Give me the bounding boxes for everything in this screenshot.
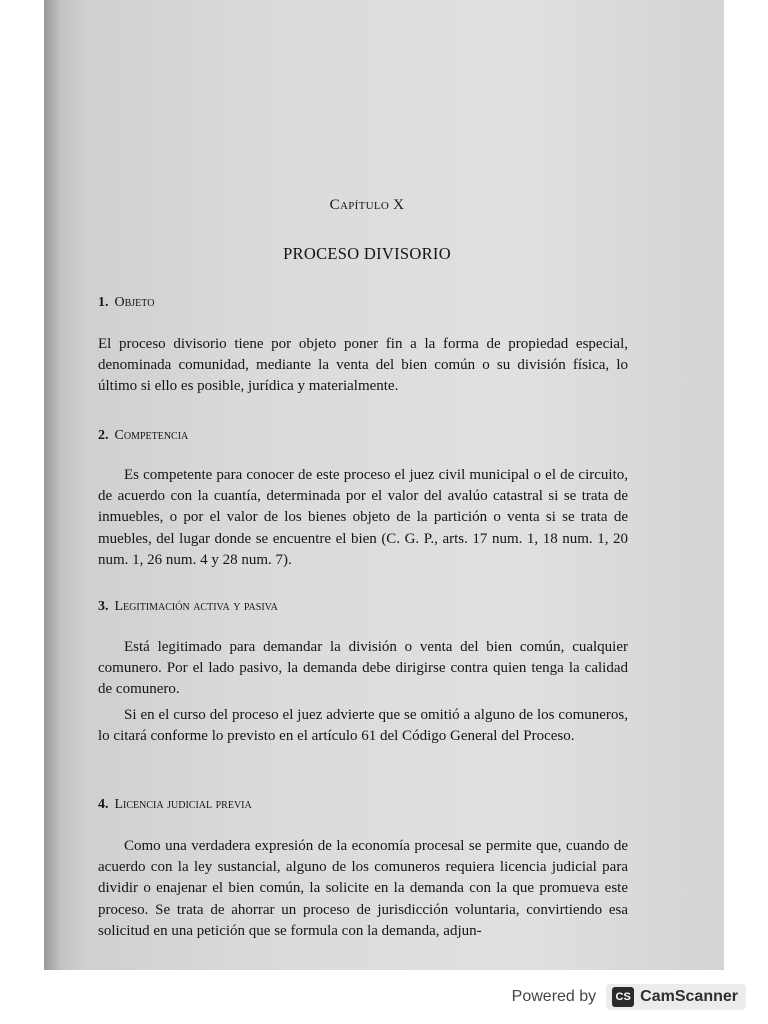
section-number: 4. [98,797,109,812]
section-title: Licencia judicial previa [114,797,252,812]
section-heading-objeto [98,295,154,311]
section-number: 3. [98,599,109,614]
section-paragraph: Es competente para conocer de este proceso el juez civil municipal o el de circuito, de acuerdo con la cuantía, determinada por el valor del avalúo catastral si se trata de inmuebles, o por el valor de los bienes objeto de la partición o venta si se trata de muebles, del lugar donde se encuentre el bien (C. G. P., arts. 17 num. 1, 18 num. 1, 20 num. 1, 26 num. 4 y 28 num. 7). [98,467,628,568]
section-title: Competencia [114,428,189,443]
chapter-label: Capítulo X [329,197,405,213]
scanned-page-photo [44,0,724,970]
powered-by-label: Powered by [511,988,597,1005]
section-number: 1. [98,295,109,310]
section-heading-competencia [98,428,188,444]
section-paragraph: El proceso divisorio tiene por objeto poner fin a la forma de propiedad especial, denominada comunidad, mediante la venta del bien común o su división física, lo último si ello es posible, jurídica y materialmente. [98,336,628,395]
section-heading-legitimacion [98,599,278,615]
section-heading-licencia [98,797,252,813]
camscanner-badge [606,984,746,1010]
section-paragraph: Si en el curso del proceso el juez advierte que se omitió a alguno de los comuneros, lo citará conforme lo previsto en el artículo 61 del Código General del Proceso. [98,707,628,745]
camscanner-logo-icon: CS [612,987,634,1007]
section-title: Legitimación activa y pasiva [114,599,278,614]
camscanner-watermark [512,984,746,1010]
section-paragraph: Está legitimado para demandar la división o venta del bien común, cualquier comunero. Por el lado pasivo, la demanda debe dirigirse contra quien tenga la calidad de comunero. [98,639,628,698]
book-page [98,0,636,970]
section-paragraph: Como una verdadera expresión de la economía procesal se permite que, cuando de acuerdo con la ley sustancial, alguno de los comuneros requiera licencia judicial para dividir o enajenar el bien común, la solicite en la demanda con la que promueva este proceso. Se trata de ahorrar un proceso de jurisdicción voluntaria, convirtiendo esa solicitud en una petición que se formula con la demanda, adjun- [98,838,628,939]
camscanner-brand-name: CamScanner [640,988,738,1005]
section-number: 2. [98,428,109,443]
page-edge-shadow [44,0,60,970]
section-title: Objeto [114,295,155,310]
chapter-title: PROCESO DIVISORIO [283,244,451,263]
